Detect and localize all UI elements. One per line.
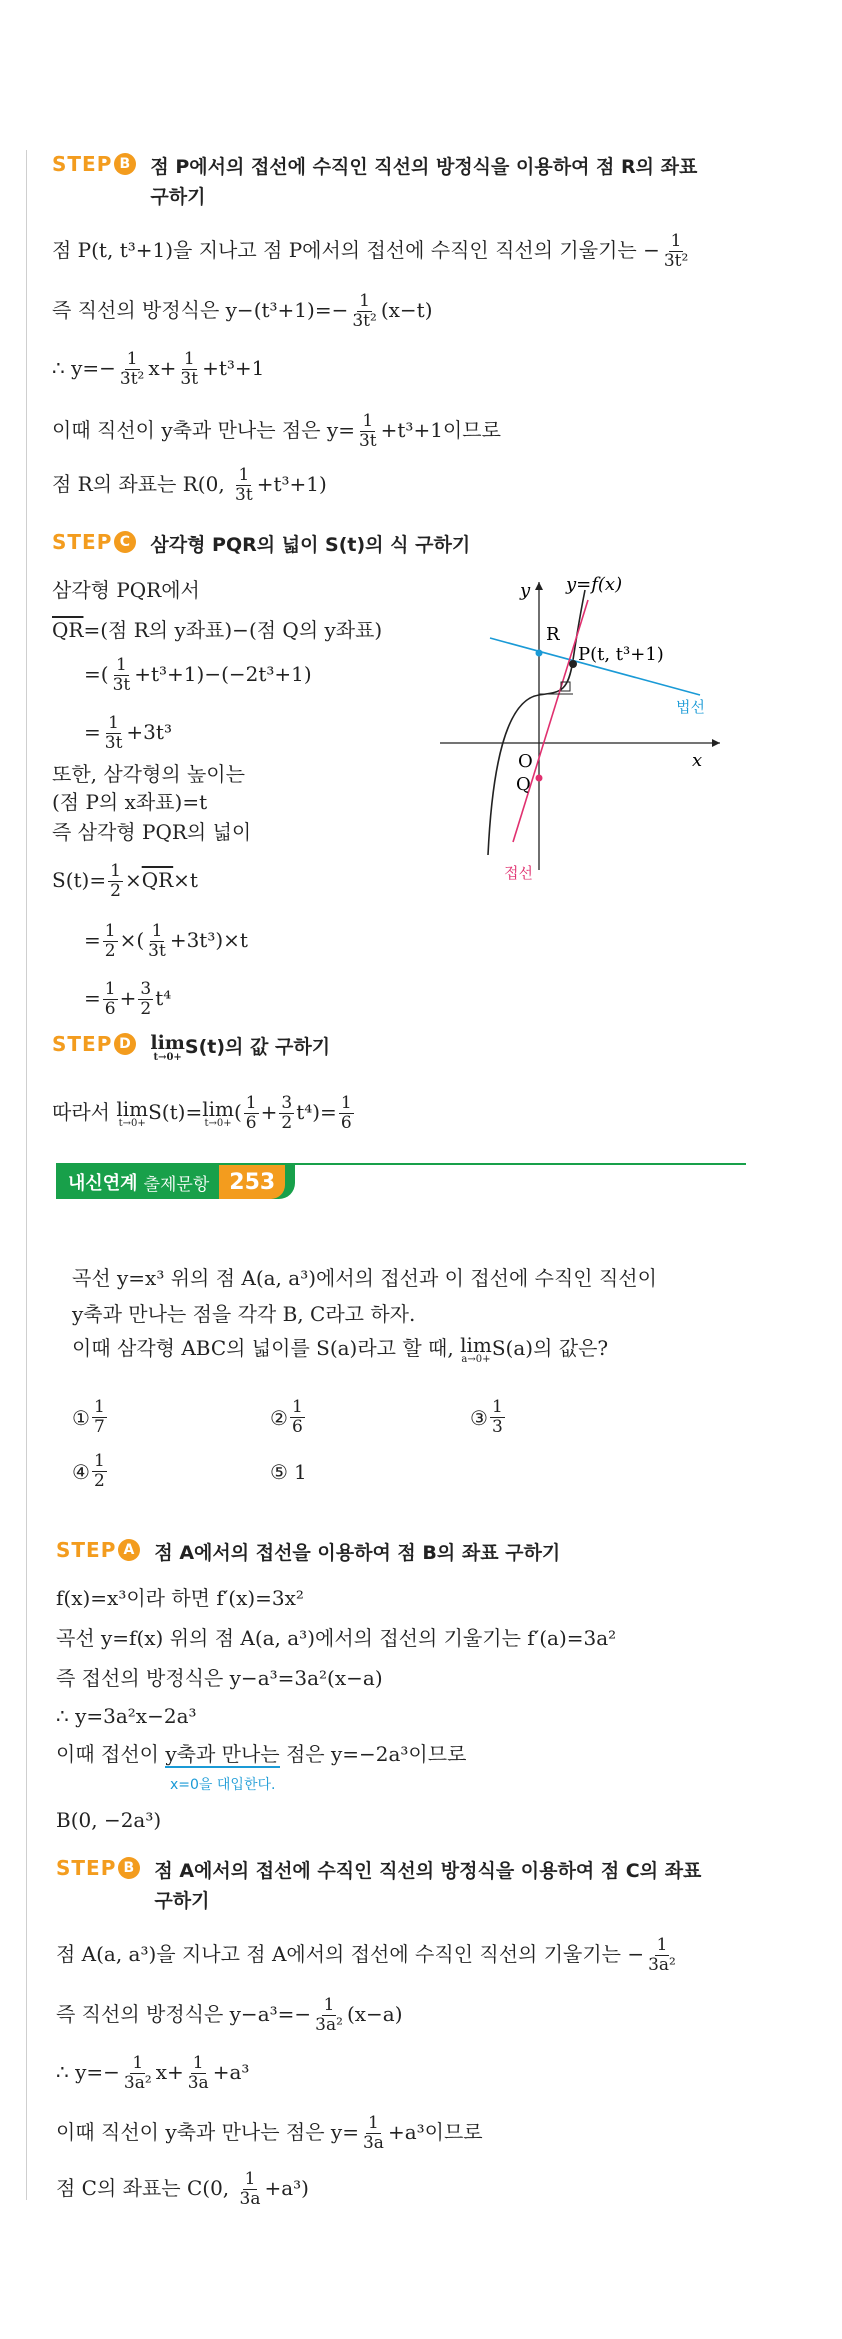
step-title-line2: 구하기: [150, 186, 206, 208]
choice-5[interactable]: ⑤ 1: [270, 1460, 307, 1484]
choice-3[interactable]: ③ $\frac{1}{3}$: [470, 1397, 503, 1437]
step-b-heading: [52, 152, 697, 212]
equation-line: ∴ y=− $\frac{1}{\text{3t²}}$ x+ $\frac{1}{3t}$ +t³+1: [52, 349, 265, 389]
step-tag: STEP: [52, 1032, 113, 1056]
equation-line: 즉 직선의 방정식은 y−(t³+1)=− $\frac{1}{\text{3t²}}$ (x−t): [52, 291, 433, 331]
equation-line: S(t)= $\frac{1}{2}$ $\times\overline{QR}\times t$: [52, 861, 198, 901]
choice-2[interactable]: ② $\frac{1}{6}$: [270, 1397, 303, 1437]
step-c-heading: [52, 530, 470, 560]
step-tag: STEP: [52, 530, 113, 554]
equation-line: = $\frac{1}{2}$ ×( $\frac{1}{3t}$ +3t³)×t: [84, 921, 248, 961]
step-a-heading: [56, 1538, 560, 1568]
step-letter-badge: A: [118, 1539, 140, 1561]
step-tag: STEP: [56, 1856, 117, 1880]
equation-line: 즉 접선의 방정식은 y−a³=3a²(x−a): [56, 1666, 383, 1690]
equation-line: ∴ y=3a²x−2a³: [56, 1704, 197, 1728]
step-b-heading-2: [56, 1856, 701, 1916]
equation-line: ∴ y=− $\frac{1}{\text{3a²}}$ x+ $\frac{1}{3a}$ +a³: [56, 2053, 250, 2093]
point-q: [536, 775, 543, 782]
equation-line: =( $\frac{1}{3t}$ +t³+1)−(−2t³+1): [84, 655, 312, 695]
equation-line: 점 C의 좌표는 C(0, $\frac{1}{3a}$ +a³): [56, 2169, 309, 2209]
normal-line-label: 법선: [676, 698, 705, 716]
equation-line: = $\frac{1}{6}$ + $\frac{3}{2}$ t⁴: [84, 979, 172, 1019]
step-title-line1: 점 A에서의 접선에 수직인 직선의 방정식을 이용하여 점 C의 좌표: [154, 1860, 702, 1882]
equation-line: $\overline{QR}=$(점 R의 y좌표)−(점 Q의 y좌표): [52, 618, 383, 642]
point-q-label: Q: [516, 774, 531, 795]
equation-line: 점 P(t, t³+1)을 지나고 점 P에서의 접선에 수직인 직선의 기울기는 − $\frac{1}{\text{3t²}}$: [52, 231, 689, 271]
step-tag: STEP: [52, 152, 113, 176]
equation-line: 점 R의 좌표는 R(0, $\frac{1}{3t}$ +t³+1): [52, 465, 327, 505]
problem-header: [56, 1163, 746, 1199]
step-title: 삼각형 PQR의 넓이 S(t)의 식 구하기: [150, 534, 471, 556]
step-letter-badge: D: [114, 1033, 136, 1055]
tangent-line-label: 접선: [504, 864, 533, 882]
equation-line: 즉 직선의 방정식은 y−a³=− $\frac{1}{\text{3a²}}$ (x−a): [56, 1995, 403, 2035]
text-line: (점 P의 x좌표)=t: [52, 790, 208, 814]
equation-line: 곡선 y=f(x) 위의 점 A(a, a³)에서의 접선의 기울기는 f′(a)=3a²: [56, 1626, 617, 1650]
equation-line: f(x)=x³이라 하면 f′(x)=3x²: [56, 1586, 304, 1610]
equation-line: 따라서 lim t→0+ S(t)= lim t→0+ ( $\frac{1}{6}$ + $\frac{3}{2}$ t⁴)= $\frac{1}{6}$: [52, 1093, 352, 1133]
point-r-label: R: [546, 624, 560, 645]
text-line: 삼각형 PQR에서: [52, 578, 200, 602]
problem-text: y축과 만나는 점을 각각 B, C라고 하자.: [72, 1302, 416, 1326]
point-r: [536, 650, 543, 657]
function-graph: [430, 560, 730, 890]
point-p-label: P(t, t³+1): [578, 644, 664, 665]
left-margin-rule: [26, 150, 27, 2200]
step-letter-badge: B: [114, 153, 136, 175]
cubic-curve: [488, 590, 585, 855]
equation-line: 이때 직선이 y축과 만나는 점은 y= $\frac{1}{3t}$ +t³+1이므로: [52, 411, 501, 451]
problem-number: 253: [219, 1165, 285, 1199]
y-axis-label: y: [520, 580, 531, 601]
text-line: 즉 삼각형 PQR의 넓이: [52, 820, 252, 844]
y-axis-arrow: [535, 582, 543, 590]
step-d-heading: STEP D lim t→0+ S(t)의 값 구하기: [52, 1032, 331, 1063]
choice-1[interactable]: ① $\frac{1}{7}$: [72, 1397, 105, 1437]
x-axis-label: x: [692, 750, 703, 771]
choice-4[interactable]: ④ $\frac{1}{2}$: [72, 1451, 105, 1491]
step-title-line2: 구하기: [154, 1890, 210, 1912]
annotation-note: x=0을 대입한다.: [170, 1777, 276, 1793]
step-title-line1: 점 P에서의 접선에 수직인 직선의 방정식을 이용하여 점 R의 좌표: [150, 156, 698, 178]
equation-line: = $\frac{1}{3t}$ +3t³: [84, 713, 172, 753]
underlined-phrase: y축과 만나는: [165, 1742, 280, 1766]
equation-line: 이때 직선이 y축과 만나는 점은 y= $\frac{1}{3a}$ +a³이므로: [56, 2113, 483, 2153]
step-title: 점 A에서의 접선을 이용하여 점 B의 좌표 구하기: [154, 1542, 561, 1564]
step-letter-badge: B: [118, 1857, 140, 1879]
equation-line: 점 A(a, a³)을 지나고 점 A에서의 접선에 수직인 직선의 기울기는 − $\frac{1}{\text{3a²}}$: [56, 1935, 676, 1975]
step-tag: STEP: [56, 1538, 117, 1562]
text-line: 또한, 삼각형의 높이는: [52, 762, 245, 786]
problem-text: 이때 삼각형 ABC의 넓이를 S(a)라고 할 때, lim a→0+ S(a)의 값은?: [72, 1332, 609, 1365]
equation-line: B(0, −2a³): [56, 1808, 162, 1832]
x-axis-arrow: [712, 739, 720, 747]
curve-label: y=f(x): [566, 574, 623, 595]
point-p: [569, 660, 577, 668]
problem-text: 곡선 y=x³ 위의 점 A(a, a³)에서의 접선과 이 접선에 수직인 직선이: [72, 1266, 657, 1290]
problem-label: 내신연계 출제문항 253: [56, 1165, 295, 1199]
equation-line: 이때 접선이 y축과 만나는 점은 y=−2a³이므로: [56, 1742, 467, 1766]
step-letter-badge: C: [114, 531, 136, 553]
origin-label: O: [518, 751, 533, 772]
